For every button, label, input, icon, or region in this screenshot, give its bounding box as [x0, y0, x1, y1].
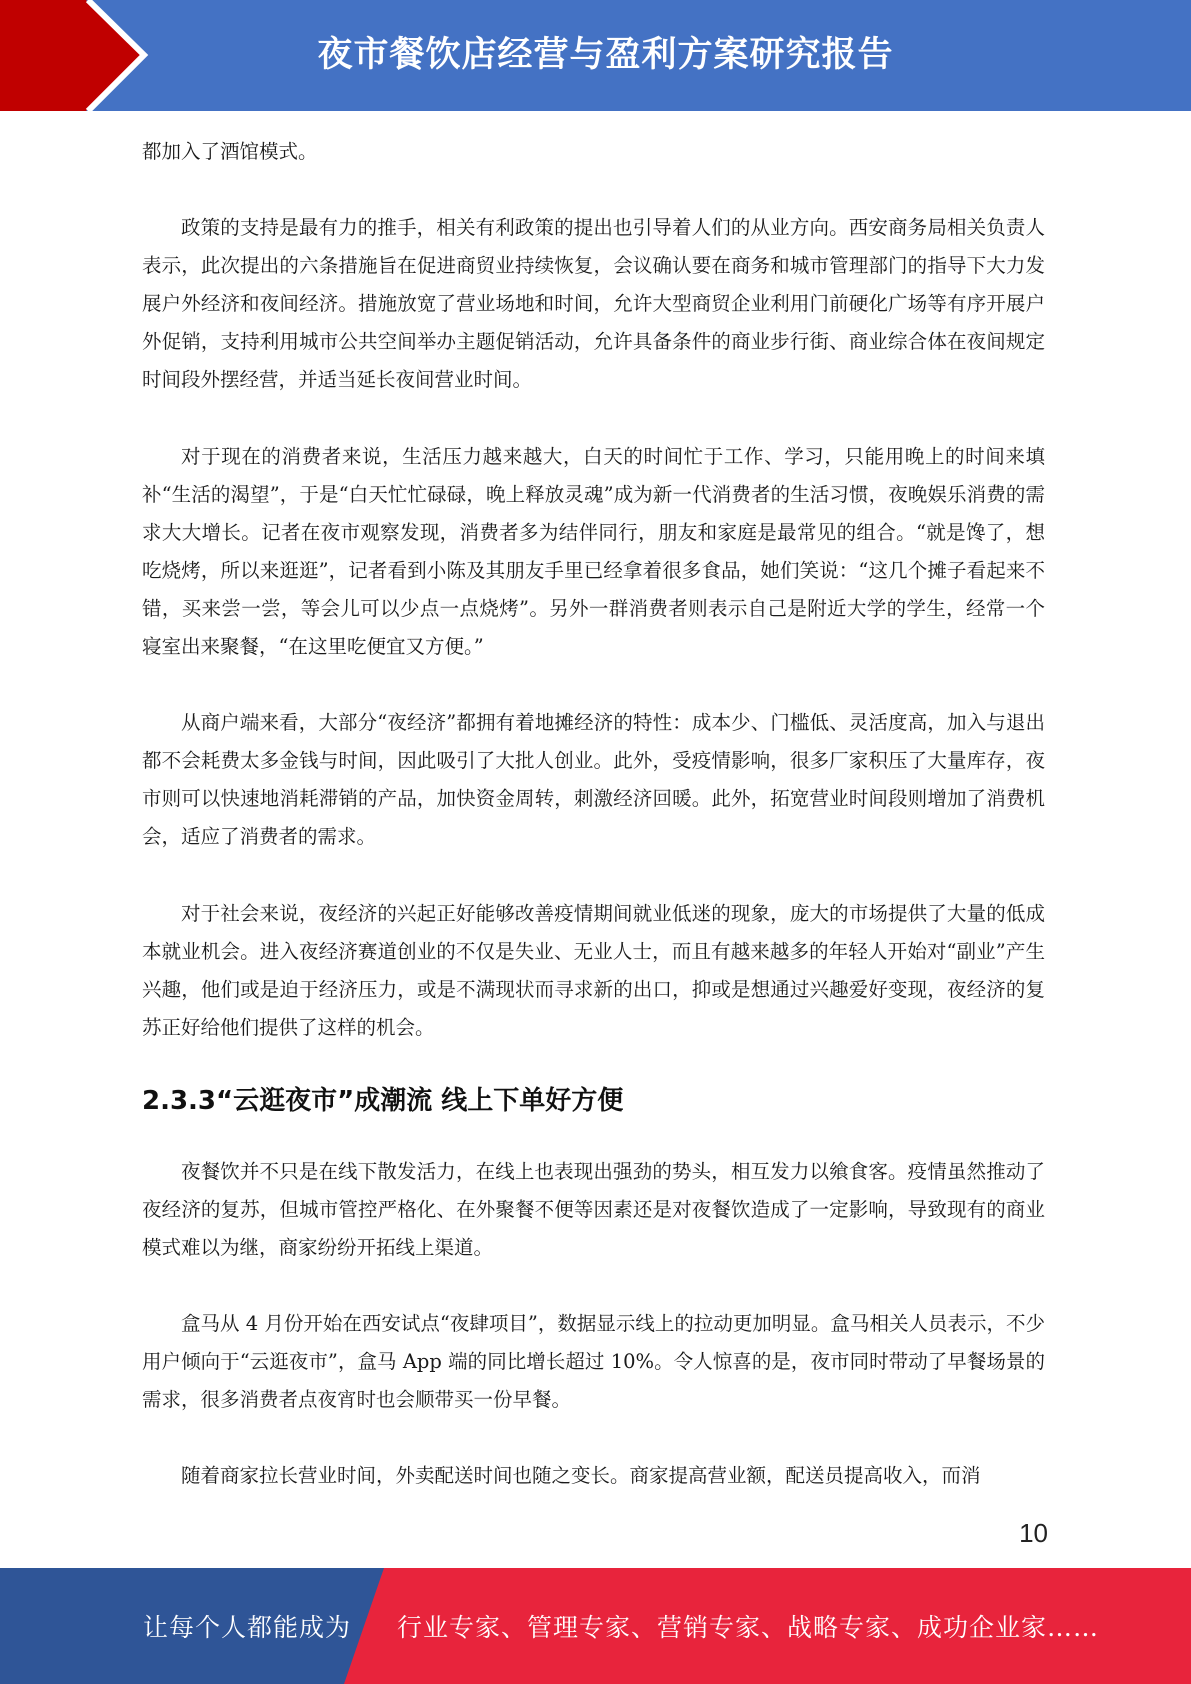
page-number: 10	[1019, 1518, 1048, 1548]
document-title: 夜市餐饮店经营与盈利方案研究报告	[317, 35, 894, 75]
page-header	[0, 0, 1191, 111]
paragraph-society: 对于社会来说，夜经济的兴起正好能够改善疫情期间就业低迷的现象，庞大的市场提供了大量的低成本就业机会。进入夜经济赛道创业的不仅是失业、无业人士，而且有越来越多的年轻人开始对“副业”产生兴趣，他们或是迫于经济压力，或是不满现状而寻求新的出口，抑或是想通过兴趣爱好变现，夜经济的复苏正好给他们提供了这样的机会。	[142, 901, 1045, 1039]
section-heading: 2.3.3“云逛夜市”成潮流 线上下单好方便	[142, 1085, 624, 1116]
paragraph-consumers: 对于现在的消费者来说，生活压力越来越大，白天的时间忙于工作、学习，只能用晚上的时间来填补“生活的渴望”，于是“白天忙忙碌碌，晚上释放灵魂”成为新一代消费者的生活习惯，夜晚娱乐消费的需求大大增长。记者在夜市观察发现，消费者多为结伴同行，朋友和家庭是最常见的组合。“就是馋了，想吃烧烤，所以来逛逛”，记者看到小陈及其朋友手里已经拿着很多食品，她们笑说：“这几个摊子看起来不错，买来尝一尝，等会儿可以少点一点烧烤”。另外一群消费者则表示自己是附近大学的学生，经常一个寝室出来聚餐，“在这里吃便宜又方便。”	[142, 444, 1045, 659]
paragraph-continuation: 都加入了酒馆模式。	[142, 140, 318, 163]
page-content	[142, 133, 1045, 1496]
page-footer	[0, 1568, 1191, 1684]
paragraph-policy: 政策的支持是最有力的推手，相关有利政策的提出也引导着人们的从业方向。西安商务局相关负责人表示，此次提出的六条措施旨在促进商贸业持续恢复，会议确认要在商务和城市管理部门的指导下大力发展户外经济和夜间经济。措施放宽了营业场地和时间，允许大型商贸企业利用门前硬化广场等有序开展户外促销，支持利用城市公共空间举办主题促销活动，允许具备条件的商业步行街、商业综合体在夜间规定时间段外摆经营，并适当延长夜间营业时间。	[142, 216, 1045, 392]
footer-slogan-left: 让每个人都能成为	[143, 1613, 352, 1642]
paragraph-hema: 盒马从 4 月份开始在西安试点“夜肆项目”，数据显示线上的拉动更加明显。盒马相关人员表示，不少用户倾向于“云逛夜市”，盒马 App 端的同比增长超过 10%。令人惊喜的是，夜市同时带动了早餐场景的需求，很多消费者点夜宵时也会顺带买一份早餐。	[142, 1312, 1045, 1412]
paragraph-merchants: 从商户端来看，大部分“夜经济”都拥有着地摊经济的特性：成本少、门槛低、灵活度高，加入与退出都不会耗费太多金钱与时间，因此吸引了大批人创业。此外，受疫情影响，很多厂家积压了大量库存，夜市则可以快速地消耗滞销的产品，加快资金周转，刺激经济回暖。此外，拓宽营业时间段则增加了消费机会，适应了消费者的需求。	[142, 711, 1045, 849]
paragraph-delivery: 随着商家拉长营业时间，外卖配送时间也随之变长。商家提高营业额，配送员提高收入，而消	[181, 1464, 981, 1488]
paragraph-online: 夜餐饮并不只是在线下散发活力，在线上也表现出强劲的势头，相互发力以飨食客。疫情虽然推动了夜经济的复苏，但城市管控严格化、在外聚餐不便等因素还是对夜餐饮造成了一定影响，导致现有的商业模式难以为继，商家纷纷开拓线上渠道。	[142, 1159, 1045, 1260]
footer-slogan-right: 行业专家、管理专家、营销专家、战略专家、成功企业家……	[397, 1613, 1100, 1642]
